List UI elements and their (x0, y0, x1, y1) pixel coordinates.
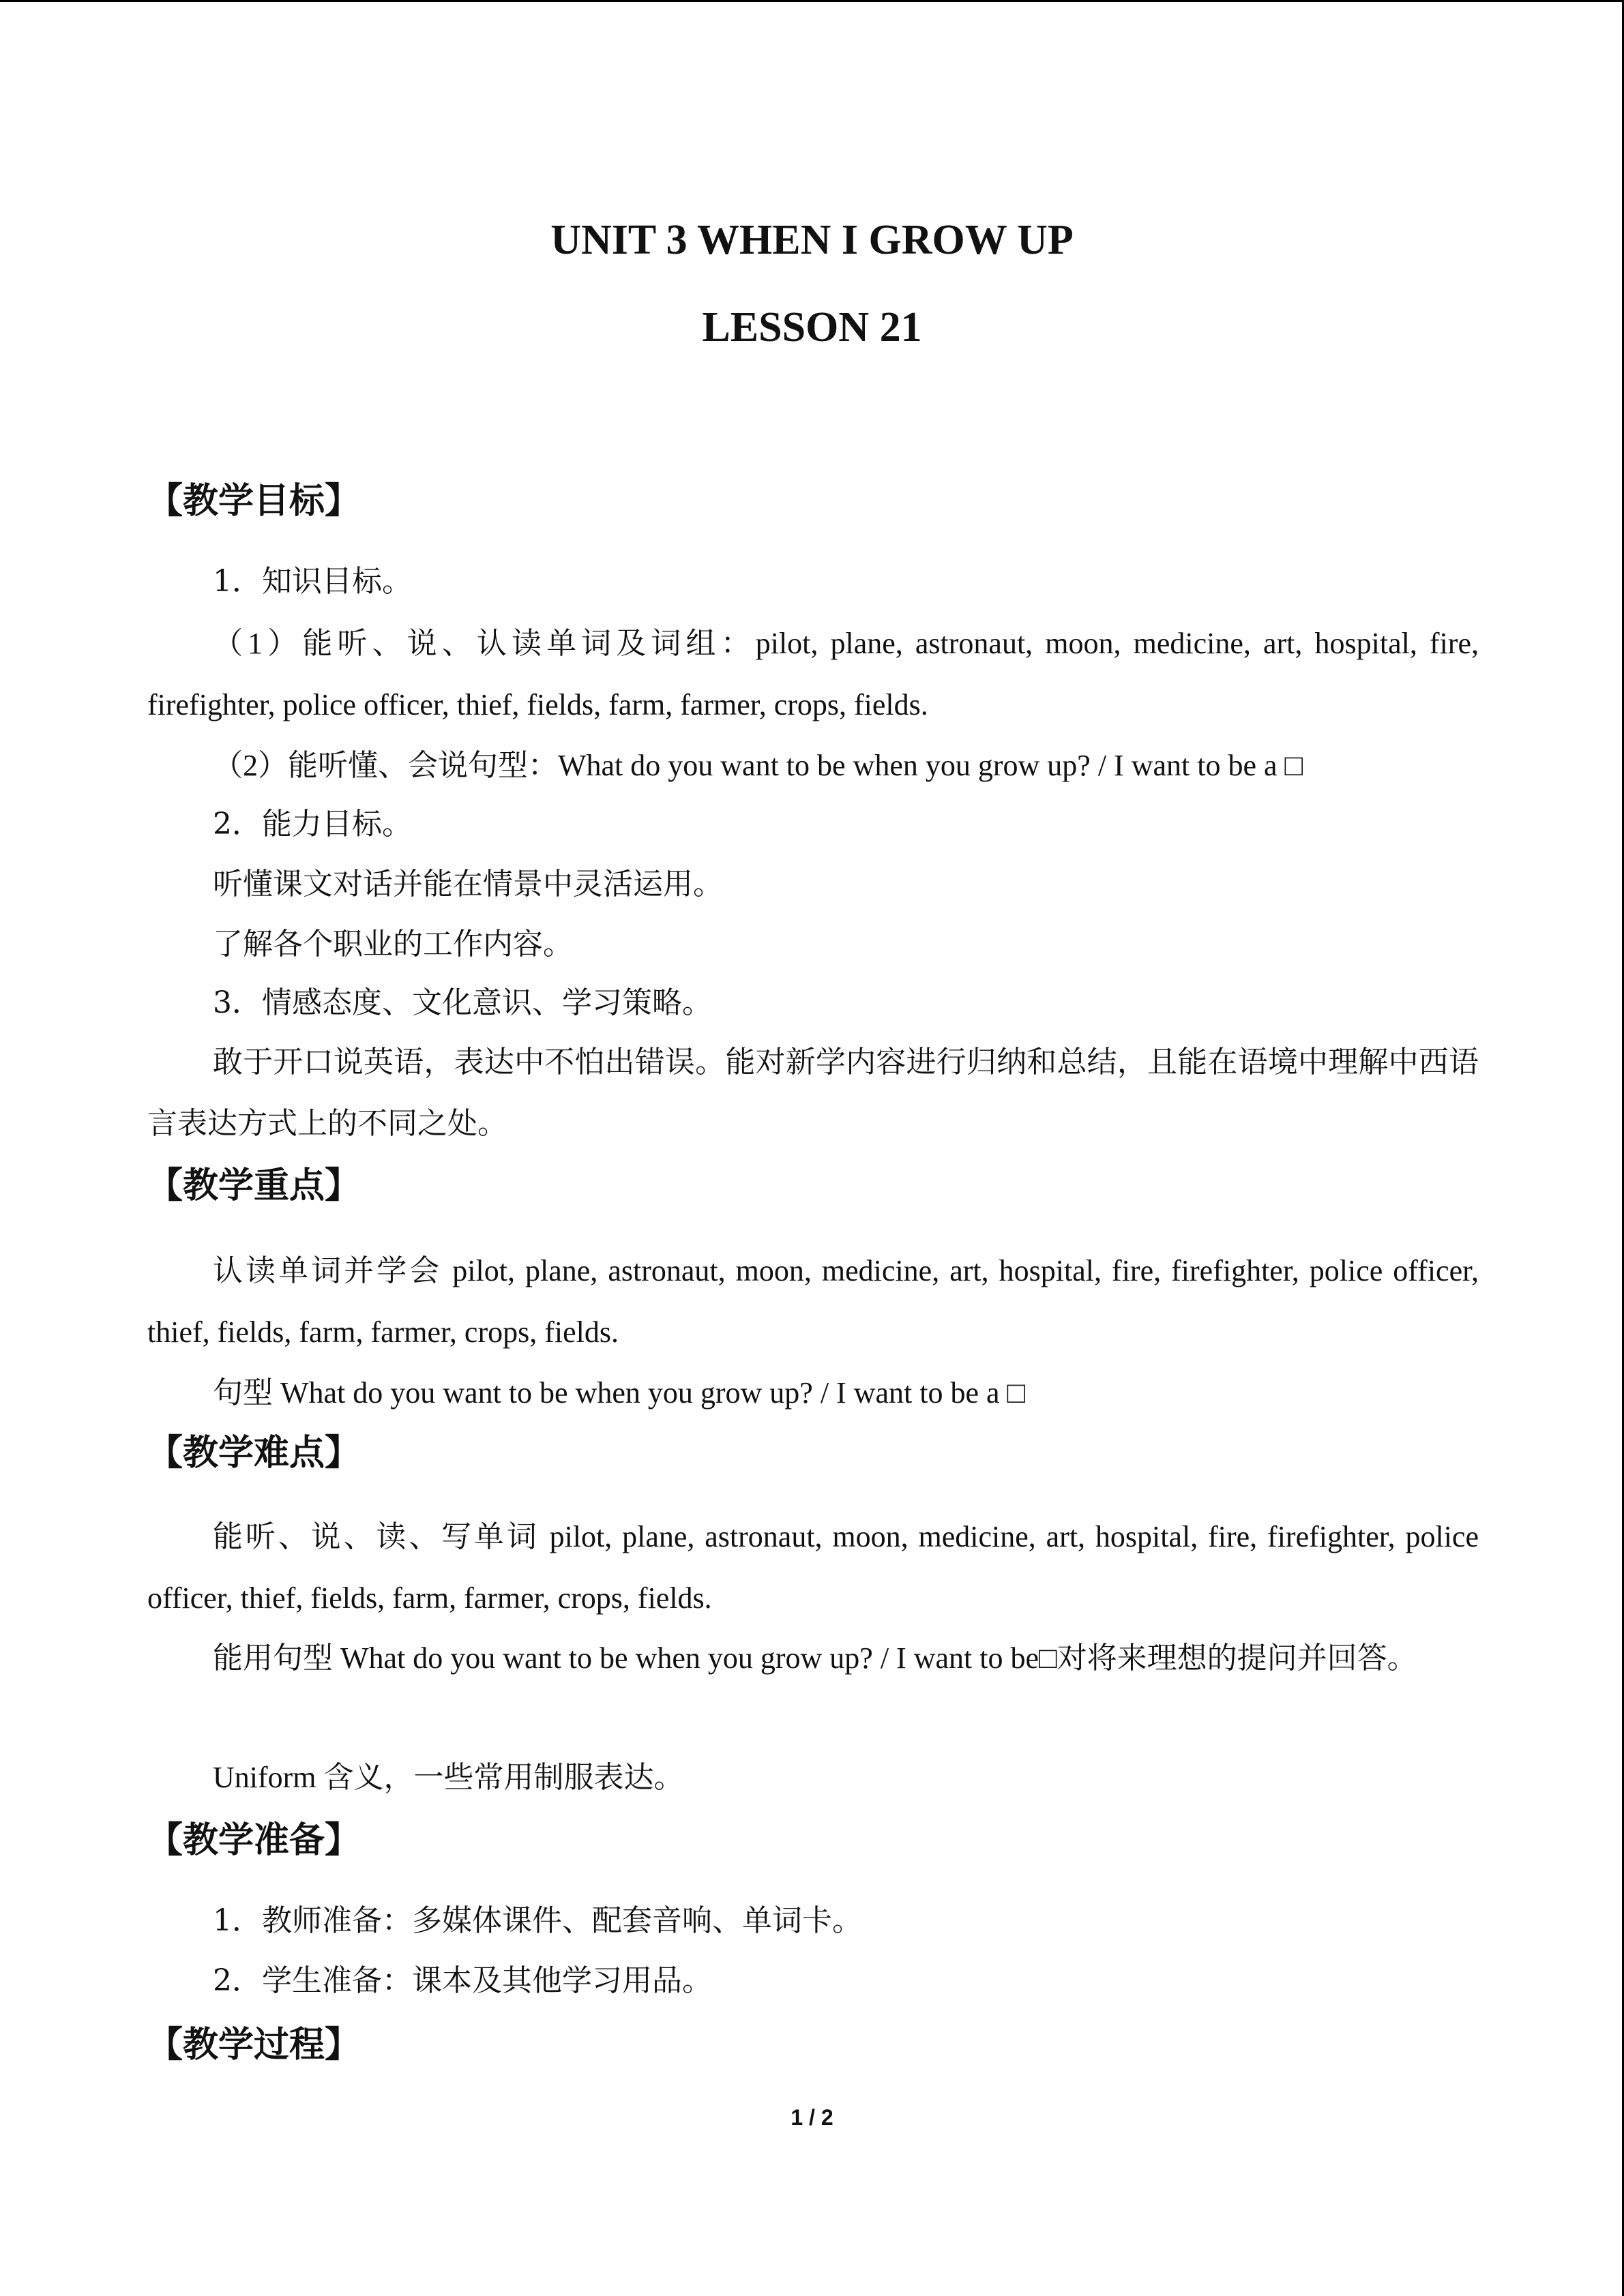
objective-knowledge-vocabulary: （1）能听、说、认读单词及词组：pilot, plane, astronaut, moon, medicine, art, hospital, fire, firefighter, police officer, thief, fields, farm, farmer, crops, fields. (147, 627, 1479, 721)
preparation-student: 2．学生准备：课本及其他学习用品。 (213, 1963, 712, 1998)
objective-knowledge: 1．知识目标。 (213, 564, 412, 599)
objective-attitude: 3．情感态度、文化意识、学习策略。 (213, 985, 712, 1020)
section-heading-process: 【教学过程】 (147, 2025, 361, 2066)
objective-knowledge-sentences: （2）能听懂、会说句型：What do you want to be when you grow up? / I want to be a □ (213, 749, 1303, 782)
section-heading-difficulties: 【教学难点】 (147, 1433, 361, 1474)
page-number: 1 / 2 (791, 2105, 833, 2130)
key-points-sentences: 句型 What do you want to be when you grow up? / I want to be a □ (213, 1376, 1026, 1410)
preparation-teacher: 1．教师准备：多媒体课件、配套音响、单词卡。 (213, 1903, 862, 1938)
document-title: UNIT 3 WHEN I GROW UP (550, 217, 1074, 263)
document-subtitle: LESSON 21 (702, 304, 922, 351)
difficulties-sentences: 能用句型 What do you want to be when you grow up? / I want to be□对将来理想的提问并回答。 (213, 1641, 1417, 1675)
difficulties-uniform: Uniform 含义，一些常用制服表达。 (213, 1761, 684, 1794)
key-points-vocabulary: 认读单词并学会 pilot, plane, astronaut, moon, medicine, art, hospital, fire, firefighter, police officer, thief, fields, farm, farmer, crops, fields. (147, 1254, 1479, 1349)
section-heading-objectives: 【教学目标】 (147, 481, 361, 522)
difficulties-vocabulary: 能听、说、读、写单词 pilot, plane, astronaut, moon, medicine, art, hospital, fire, firefighter, police officer, thief, fields, farm, farmer, crops, fields. (147, 1520, 1479, 1615)
objective-ability: 2．能力目标。 (213, 807, 412, 841)
objective-ability-1: 听懂课文对话并能在情景中灵活运用。 (213, 867, 723, 901)
objective-attitude-1: 敢于开口说英语，表达中不怕出错误。能对新学内容进行归纳和总结，且能在语境中理解中西语言表达方式上的不同之处。 (147, 1045, 1479, 1141)
section-heading-key-points: 【教学重点】 (147, 1165, 361, 1206)
objective-ability-2: 了解各个职业的工作内容。 (213, 927, 573, 961)
section-heading-preparation: 【教学准备】 (147, 1820, 361, 1861)
